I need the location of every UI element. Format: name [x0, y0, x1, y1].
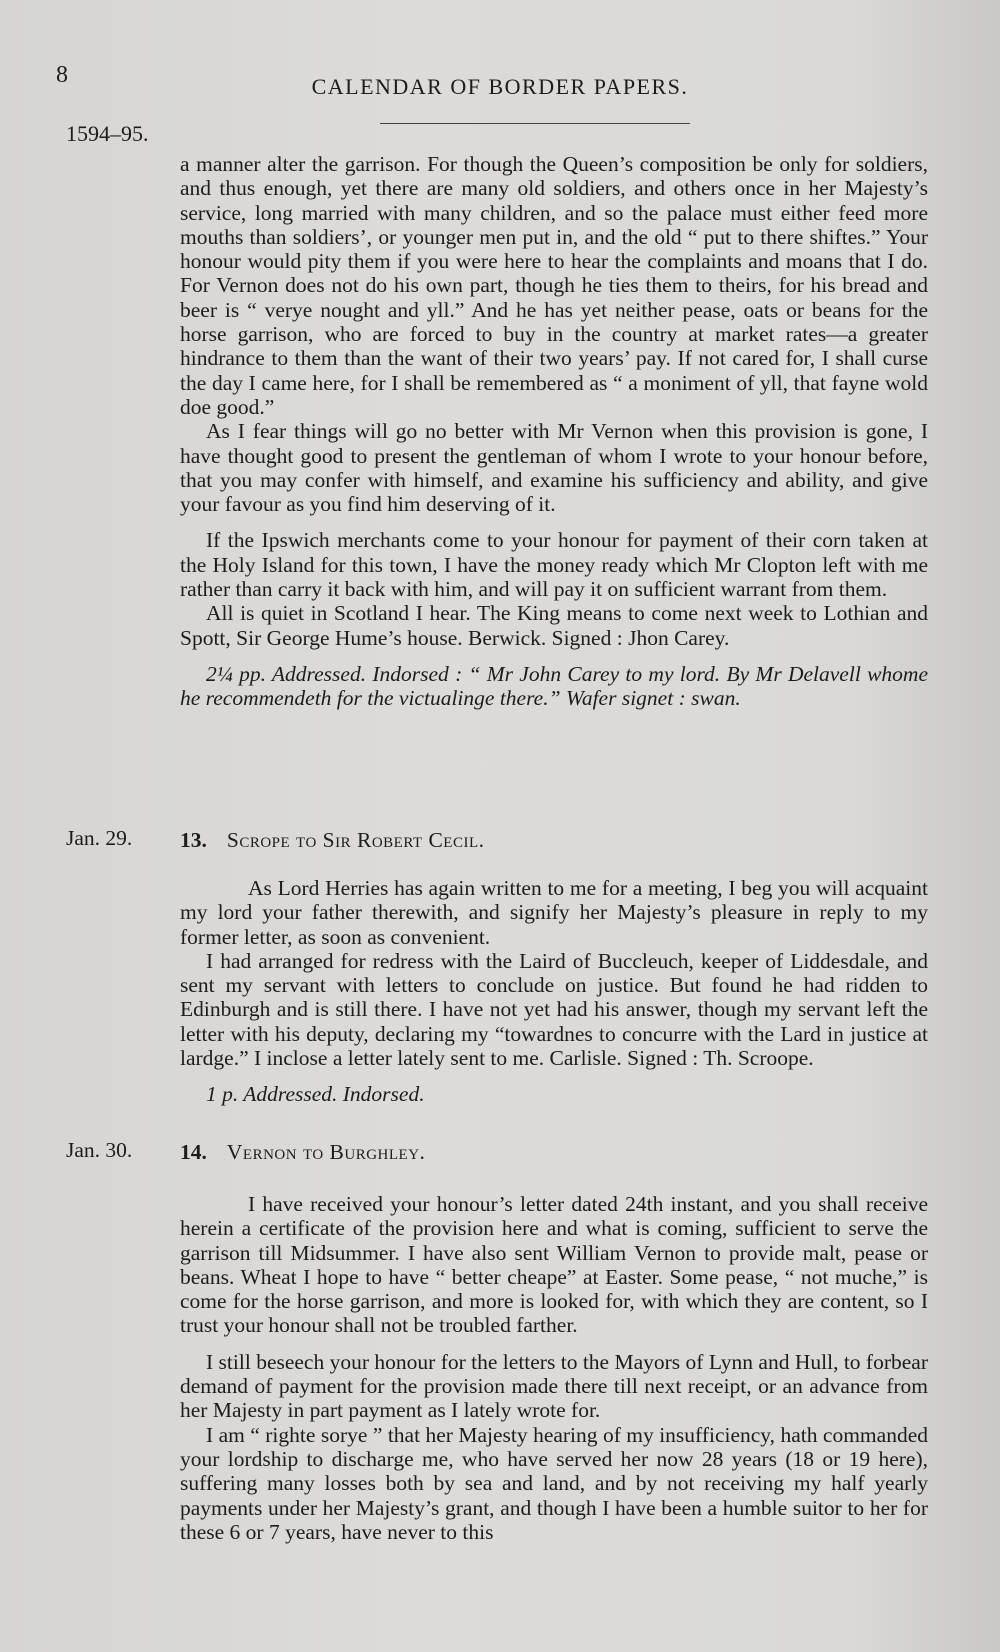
margin-year: 1594–95.: [66, 121, 149, 146]
entry-body: [180, 876, 928, 1107]
letter-paragraph: a manner alter the garrison. For though the Queen’s composition be only for soldiers, and thus enough, yet there are many old soldiers, and others once in her Majesty’s service, long married with many children, and so the palace must either feed more mouths than soldiers’, or younger men put in, and the old “ put to there shiftes.” Your honour would pity them if you were here to hear the complaints and moans that I do. For Vernon does not do his own part, though he ties them to theirs, for his bread and beer is “ verye nought and yll.” And he has yet neither pease, oats or beans for the horse garrison, who are forced to buy in the country at market rates—a greater hindrance to them than the want of their two years’ pay. If not cared for, I shall curse the day I came here, for I shall be remembered as “ a moniment of yll, that fayne wold doe good.”: [180, 152, 928, 419]
entry-paragraph: I had arranged for redress with the Laird of Buccleuch, keeper of Liddesdale, and sent my servant with letters to conclude on justice. But found he had ridden to Edinburgh and is still there. I have not yet had his answer, though my servant left the letter with his deputy, declaring my “towardnes to concurre with the Lard in justice at lardge.” I inclose a letter lately sent to me. Carlisle. Signed : Th. Scroope.: [180, 948, 928, 1071]
entry-date: Jan. 29.: [66, 826, 133, 850]
entry-body: [180, 1192, 928, 1544]
running-title: CALENDAR OF BORDER PAPERS.: [311, 74, 689, 99]
letter-paragraph: All is quiet in Scotland I hear. The King means to come next week to Lothian and Spott, Sir George Hume’s house. Berwick. Signed : Jhon Carey.: [180, 601, 928, 650]
entry-title: Vernon to Burghley.: [226, 1140, 426, 1164]
entry-paragraph: I am “ righte sorye ” that her Majesty hearing of my insufficiency, hath commanded your lordship to discharge me, who have served her now 28 years (18 or 19 here), suffering many losses both by sea and land, and by not receiving my half yearly payments under her Majesty’s grant, and though I have been a humble suitor to her for these 6 or 7 years, have never to this: [180, 1422, 928, 1544]
entry-note: 1 p. Addressed. Indorsed.: [206, 1082, 425, 1107]
entry-heading: [180, 1140, 425, 1165]
continued-letter: [180, 152, 928, 711]
entry-number: 14.: [180, 1140, 207, 1164]
page-number: 8: [56, 62, 68, 88]
header-rule: [380, 123, 690, 124]
entry-paragraph: I have received your honour’s letter dated 24th instant, and you shall receive herein a certificate of the provision here and what is coming, sufficient to serve the garrison till Midsummer. I have also sent William Vernon to provide malt, pease or beans. Wheat I hope to have “ better cheape” at Easter. Some pease, “ not muche,” is come for the horse garrison, and more is looked for, with which they are content, so I trust your honour shall not be troubled farther.: [180, 1192, 928, 1338]
entry-paragraph: I still beseech your honour for the letters to the Mayors of Lynn and Hull, to forbear demand of payment for the provision made there till next receipt, or an advance from her Majesty in part payment as I lately wrote for.: [180, 1349, 928, 1423]
entry-date: Jan. 30.: [66, 1138, 133, 1162]
entry-title: Scrope to Sir Robert Cecil.: [226, 828, 485, 852]
letter-paragraph: As I fear things will go no better with Mr Vernon when this provision is gone, I have thought good to present the gentleman of whom I wrote to your honour before, that you may confer with himself, and examine his sufficiency and ability, and give your favour as you find him deserving of it.: [180, 419, 928, 517]
endorsement-note: 2¼ pp. Addressed. Indorsed : “ Mr John Carey to my lord. By Mr Delavell whome he recommendeth for the victualinge there.” Wafer signet : swan.: [180, 661, 928, 711]
entry-number: 13.: [180, 828, 207, 852]
entry-heading: [180, 828, 485, 853]
letter-paragraph: If the Ipswich merchants come to your honour for payment of their corn taken at the Holy Island for this town, I have the money ready which Mr Clopton left with me rather than carry it back with him, and will pay it on sufficient warrant from them.: [180, 528, 928, 602]
entry-paragraph: As Lord Herries has again written to me for a meeting, I beg you will acquaint my lord your father therewith, and signify her Majesty’s pleasure in reply to my former letter, as soon as convenient.: [180, 876, 928, 949]
